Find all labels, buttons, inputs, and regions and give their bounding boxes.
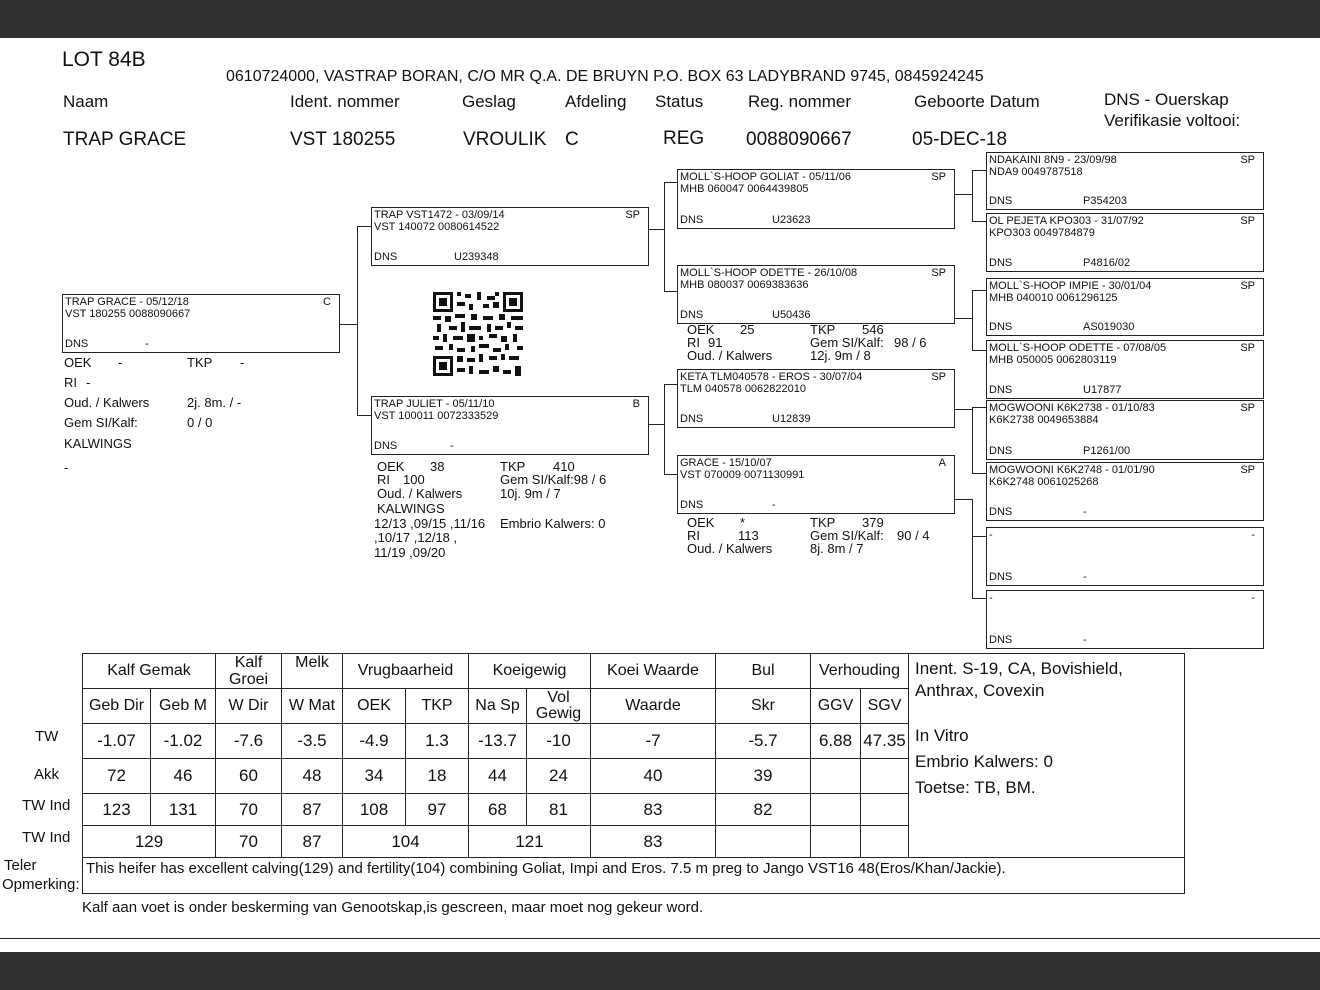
sub-ggv: GGV xyxy=(811,689,861,724)
twind-cell: 68 xyxy=(469,794,527,826)
info-in-vitro: In Vitro xyxy=(915,726,969,745)
ggp-code: - xyxy=(1251,592,1255,604)
gp2-tkp-label: TKP xyxy=(810,322,836,337)
dam-id: VST 100011 0072333529 xyxy=(374,410,499,422)
gp-dns-value: U50436 xyxy=(772,309,811,321)
twind-cell: 70 xyxy=(216,794,282,826)
animal-oud-label: Oud. / Kalwers xyxy=(64,395,150,410)
twind2-koei-waarde: 83 xyxy=(591,826,716,858)
dam-kalwings-dates2: ,10/17 ,12/18 , xyxy=(374,530,458,545)
gp-box-4 xyxy=(677,455,955,514)
sub-waarde: Waarde xyxy=(591,689,716,724)
ggp-title: NDAKAINI 8N9 - 23/09/98 xyxy=(989,154,1117,166)
twind-cell: 82 xyxy=(716,794,811,826)
ggp-dns: DNS xyxy=(989,195,1013,207)
dam-oek-value: 38 xyxy=(430,459,445,474)
akk-cell: 46 xyxy=(151,759,216,794)
ggp-dns-value: - xyxy=(1083,634,1087,646)
gp-dns: DNS xyxy=(680,413,704,425)
akk-cell: 48 xyxy=(282,759,343,794)
twind2-koeigewig: 121 xyxy=(469,826,591,858)
tw-cell: -7.6 xyxy=(216,724,282,759)
twind2-sgv xyxy=(861,826,909,858)
header-status: Status xyxy=(655,92,704,111)
tw-cell: -1.02 xyxy=(151,724,216,759)
gp-id: TLM 040578 0062822010 xyxy=(680,383,806,395)
ggp-code: SP xyxy=(1240,402,1255,414)
twind-cell: 131 xyxy=(151,794,216,826)
tw-cell: 1.3 xyxy=(406,724,469,759)
ggp-box-7 xyxy=(986,527,1264,586)
footer-note: Kalf aan voet is onder beskerming van Genootskap,is gescreen, maar moet nog gekeur word. xyxy=(82,899,704,916)
animal-kalwings-label: KALWINGS xyxy=(64,436,132,451)
group-bul: Bul xyxy=(716,654,811,689)
twind2-kalf-gemak: 129 xyxy=(83,826,216,858)
ggp-box-5 xyxy=(986,400,1264,460)
row-label-twind2: TW Ind xyxy=(22,829,71,846)
value-afdeling: C xyxy=(565,129,579,150)
ggp-dns-value: AS019030 xyxy=(1083,321,1135,333)
gp4-gem-value: 90 / 4 xyxy=(897,528,930,543)
twind2-ggv xyxy=(811,826,861,858)
twind-cell xyxy=(861,794,909,826)
header-ident: Ident. nommer xyxy=(290,92,400,111)
value-status: REG xyxy=(663,128,705,149)
ggp-dns: DNS xyxy=(989,257,1013,269)
header-naam: Naam xyxy=(63,92,109,111)
sub-w-dir: W Dir xyxy=(216,689,282,724)
ggp-code: - xyxy=(1251,529,1255,541)
animal-tkp-value: - xyxy=(240,355,245,370)
gp4-tkp-label: TKP xyxy=(810,515,836,530)
info-vaccines: Inent. S-19, CA, Bovishield, xyxy=(915,659,1123,678)
header-afdeling: Afdeling xyxy=(565,92,627,111)
ggp-code: SP xyxy=(1240,215,1255,227)
gp2-ri-value: 91 xyxy=(708,335,723,350)
value-reg: 0088090667 xyxy=(746,129,852,150)
ggp-id: MHB 050005 0062803119 xyxy=(989,354,1117,366)
tw-cell: -7 xyxy=(591,724,716,759)
top-bar xyxy=(0,0,1320,38)
dam-dns: DNS xyxy=(374,440,398,452)
sub-w-mat: W Mat xyxy=(282,689,343,724)
dam-oud-value: 10j. 9m / 7 xyxy=(500,486,561,501)
gp2-gem-value: 98 / 6 xyxy=(894,335,927,350)
value-ident: VST 180255 xyxy=(290,129,396,150)
ggp-box-1 xyxy=(986,152,1264,210)
header-dns1: DNS - Ouerskap xyxy=(1104,90,1229,109)
group-kalf-gemak: Kalf Gemak xyxy=(83,654,216,689)
sire-code: SP xyxy=(625,209,640,221)
twind-cell: 123 xyxy=(83,794,151,826)
ggp-title: MOLL`S-HOOP ODETTE - 07/08/05 xyxy=(989,342,1167,354)
dam-kalwings-dates3: 11/19 ,09/20 xyxy=(374,545,446,560)
animal-gem-value: 0 / 0 xyxy=(187,415,213,430)
akk-cell xyxy=(861,759,909,794)
group-melk: Melk xyxy=(282,654,343,689)
ggp-id: K6K2738 0049653884 xyxy=(989,414,1099,426)
gp-box-1 xyxy=(677,169,955,229)
animal-oek-label: OEK xyxy=(64,355,92,370)
group-koei-waarde: Koei Waarde xyxy=(591,654,716,689)
sub-tkp: TKP xyxy=(406,689,469,724)
sub-geb-dir: Geb Dir xyxy=(83,689,151,724)
sub-skr: Skr xyxy=(716,689,811,724)
bottom-rule xyxy=(0,938,1320,939)
dam-oud-label: Oud. / Kalwers xyxy=(377,486,463,501)
ggp-box-4 xyxy=(986,340,1264,399)
animal-oud-value: 2j. 8m. / - xyxy=(187,395,242,410)
group-verhouding: Verhouding xyxy=(811,654,909,689)
animal-code: C xyxy=(323,296,331,308)
gp-code: SP xyxy=(931,171,946,183)
ggp-dns-value: P4816/02 xyxy=(1083,257,1131,269)
dam-gem: Gem SI/Kalf:98 / 6 xyxy=(500,472,607,487)
ggp-title: MOLL`S-HOOP IMPIE - 30/01/04 xyxy=(989,280,1152,292)
gp-title: MOLL`S-HOOP ODETTE - 26/10/08 xyxy=(680,267,858,279)
dam-embrio: Embrio Kalwers: 0 xyxy=(500,516,606,531)
info-vaccines-2: Anthrax, Covexin xyxy=(915,681,1045,700)
ggp-dns-value: - xyxy=(1083,571,1087,583)
ggp-code: SP xyxy=(1240,464,1255,476)
dam-tkp-value: 410 xyxy=(553,459,575,474)
info-panel xyxy=(909,654,1185,858)
value-naam: TRAP GRACE xyxy=(63,129,187,150)
dam-box xyxy=(371,396,649,455)
ggp-title: - xyxy=(989,592,993,604)
animal-box xyxy=(62,294,340,353)
gp-id: MHB 080037 0069383636 xyxy=(680,279,809,291)
gp4-gem-label: Gem SI/Kalf: xyxy=(810,528,884,543)
sub-na-sp: Na Sp xyxy=(469,689,527,724)
tw-cell: -4.9 xyxy=(343,724,406,759)
animal-dns: DNS xyxy=(65,338,89,350)
akk-cell: 60 xyxy=(216,759,282,794)
gp-dns-value: - xyxy=(772,499,776,511)
lot-number: LOT 84B xyxy=(62,48,146,71)
group-koeigewig: Koeigewig xyxy=(469,654,591,689)
dam-kalwings-label: KALWINGS xyxy=(377,501,445,516)
gp2-gem-label: Gem SI/Kalf: xyxy=(810,335,884,350)
gp2-tkp-value: 546 xyxy=(862,322,884,337)
animal-dns-value: - xyxy=(145,338,149,350)
akk-cell: 40 xyxy=(591,759,716,794)
tw-cell: 6.88 xyxy=(811,724,861,759)
gp4-ri-label: RI xyxy=(687,528,700,543)
gp-box-3 xyxy=(677,369,955,428)
animal-gem-label: Gem SI/Kalf: xyxy=(64,415,138,430)
dam-code: B xyxy=(632,398,640,410)
ggp-title: MOGWOONI K6K2738 - 01/10/83 xyxy=(989,402,1155,414)
ggp-title: - xyxy=(989,529,993,541)
ggp-dns: DNS xyxy=(989,384,1013,396)
ggp-dns-value: - xyxy=(1083,506,1087,518)
gp-dns: DNS xyxy=(680,499,704,511)
gp2-oud-label: Oud. / Kalwers xyxy=(687,348,773,363)
ggp-dns: DNS xyxy=(989,321,1013,333)
twind-cell: 97 xyxy=(406,794,469,826)
dam-dns-value: - xyxy=(450,440,454,452)
group-vrugbaarheid: Vrugbaarheid xyxy=(343,654,469,689)
twind-cell: 87 xyxy=(282,794,343,826)
gp4-oud-label: Oud. / Kalwers xyxy=(687,541,773,556)
akk-cell: 39 xyxy=(716,759,811,794)
tw-cell: 47.35 xyxy=(861,724,909,759)
gp-code: A xyxy=(938,457,946,469)
sub-vol-gewig: Vol Gewig xyxy=(527,689,591,724)
gp-id: MHB 060047 0064439805 xyxy=(680,183,809,195)
twind-cell: 108 xyxy=(343,794,406,826)
ggp-box-8 xyxy=(986,590,1264,649)
animal-tkp-label: TKP xyxy=(187,355,213,370)
header-reg: Reg. nommer xyxy=(748,92,851,111)
dam-title: TRAP JULIET - 05/11/10 xyxy=(374,398,495,410)
sire-box xyxy=(371,207,649,266)
value-geboorte: 05-DEC-18 xyxy=(912,129,1008,150)
tw-cell: -5.7 xyxy=(716,724,811,759)
gp2-oek-value: 25 xyxy=(740,322,755,337)
animal-ri-value: - xyxy=(86,375,91,390)
ggp-box-2 xyxy=(986,213,1264,272)
gp4-ri-value: 113 xyxy=(738,528,759,543)
sire-dns: DNS xyxy=(374,251,398,263)
gp-box-2 xyxy=(677,265,955,324)
row-label-twind: TW Ind xyxy=(22,797,71,814)
genetic-table xyxy=(82,653,1185,894)
gp-dns: DNS xyxy=(680,214,704,226)
gp-id: VST 070009 0071130991 xyxy=(680,469,805,481)
gp-dns-value: U12839 xyxy=(772,413,811,425)
animal-kalwings-value: - xyxy=(64,460,69,475)
gp2-oud-value: 12j. 9m / 8 xyxy=(810,348,871,363)
tw-cell: -1.07 xyxy=(83,724,151,759)
gp4-tkp-value: 379 xyxy=(862,515,884,530)
ggp-dns-value: P1261/00 xyxy=(1083,445,1131,457)
twind2-vrugbaarheid: 104 xyxy=(343,826,469,858)
sub-sgv: SGV xyxy=(861,689,909,724)
opmerking-label: Opmerking: xyxy=(2,876,80,893)
twind2-kalf-groei: 70 xyxy=(216,826,282,858)
animal-oek-value: - xyxy=(118,355,123,370)
ggp-box-3 xyxy=(986,278,1264,336)
ggp-title: OL PEJETA KPO303 - 31/07/92 xyxy=(989,215,1144,227)
header-geboorte: Geboorte Datum xyxy=(914,92,1040,111)
sub-oek: OEK xyxy=(343,689,406,724)
info-embrio: Embrio Kalwers: 0 xyxy=(915,752,1053,771)
bottom-bar xyxy=(0,952,1320,990)
row-label-tw: TW xyxy=(35,728,59,745)
ggp-dns-value: U17877 xyxy=(1083,384,1122,396)
gp4-oek-value: * xyxy=(740,515,746,530)
owner-line: 0610724000, VASTRAP BORAN, C/O MR Q.A. DE BRUYN P.O. BOX 63 LADYBRAND 9745, 0845924245 xyxy=(226,68,984,85)
akk-cell: 44 xyxy=(469,759,527,794)
ggp-dns: DNS xyxy=(989,634,1013,646)
dam-ri-value: 100 xyxy=(403,472,425,487)
dam-tkp-label: TKP xyxy=(500,459,526,474)
gp-title: GRACE - 15/10/07 xyxy=(680,457,772,469)
ggp-code: SP xyxy=(1240,342,1255,354)
ggp-dns: DNS xyxy=(989,571,1013,583)
dam-oek-label: OEK xyxy=(377,459,405,474)
ggp-box-6 xyxy=(986,462,1264,521)
ggp-id: MHB 040010 0061296125 xyxy=(989,292,1118,304)
tw-cell: -3.5 xyxy=(282,724,343,759)
akk-cell xyxy=(811,759,861,794)
opmerking-text: This heifer has excellent calving(129) and fertility(104) combining Goliat, Impi and Eros. 7.5 m preg to Jango VST16 48(Eros/Khan/Jackie). xyxy=(83,858,1185,894)
dam-ri-label: RI xyxy=(377,472,390,487)
qr-code xyxy=(433,292,523,376)
sire-dns-value: U239348 xyxy=(454,251,499,263)
ggp-dns: DNS xyxy=(989,445,1013,457)
dam-kalwings-dates1: 12/13 ,09/15 ,11/16 xyxy=(374,516,486,531)
gp-title: KETA TLM040578 - EROS - 30/07/04 xyxy=(680,371,863,383)
sire-title: TRAP VST1472 - 03/09/14 xyxy=(374,209,505,221)
twind-cell: 83 xyxy=(591,794,716,826)
header-dns2: Verifikasie voltooi: xyxy=(1104,111,1241,130)
ggp-id: NDA9 0049787518 xyxy=(989,166,1083,178)
animal-id: VST 180255 0088090667 xyxy=(65,308,191,320)
ggp-dns: DNS xyxy=(989,506,1013,518)
animal-title: TRAP GRACE - 05/12/18 xyxy=(65,296,189,308)
value-geslag: VROULIK xyxy=(463,129,547,150)
gp-code: SP xyxy=(931,371,946,383)
twind-cell: 81 xyxy=(527,794,591,826)
sire-id: VST 140072 0080614522 xyxy=(374,221,500,233)
akk-cell: 18 xyxy=(406,759,469,794)
ggp-id: KPO303 0049784879 xyxy=(989,227,1095,239)
ggp-title: MOGWOONI K6K2748 - 01/01/90 xyxy=(989,464,1155,476)
info-toetse: Toetse: TB, BM. xyxy=(915,778,1036,797)
ggp-id: K6K2748 0061025268 xyxy=(989,476,1099,488)
tw-cell: -13.7 xyxy=(469,724,527,759)
gp2-oek-label: OEK xyxy=(687,322,715,337)
tw-cell: -10 xyxy=(527,724,591,759)
gp-dns-value: U23623 xyxy=(772,214,811,226)
header-geslag: Geslag xyxy=(462,92,516,111)
akk-cell: 34 xyxy=(343,759,406,794)
akk-cell: 72 xyxy=(83,759,151,794)
gp2-ri-label: RI xyxy=(687,335,700,350)
ggp-dns-value: P354203 xyxy=(1083,195,1128,207)
sub-geb-m: Geb M xyxy=(151,689,216,724)
gp4-oek-label: OEK xyxy=(687,515,715,530)
twind2-bul xyxy=(716,826,811,858)
group-kalf-groei: Kalf Groei xyxy=(216,654,282,689)
ggp-code: SP xyxy=(1240,280,1255,292)
akk-cell: 24 xyxy=(527,759,591,794)
gp-code: SP xyxy=(931,267,946,279)
ggp-code: SP xyxy=(1240,154,1255,166)
row-label-akk: Akk xyxy=(34,766,60,783)
twind-cell xyxy=(811,794,861,826)
gp-title: MOLL`S-HOOP GOLIAT - 05/11/06 xyxy=(680,171,851,183)
animal-ri-label: RI xyxy=(64,375,77,390)
gp-dns: DNS xyxy=(680,309,704,321)
twind2-melk: 87 xyxy=(282,826,343,858)
teler-label: Teler xyxy=(4,857,37,874)
gp4-oud-value: 8j. 8m / 7 xyxy=(810,541,864,556)
